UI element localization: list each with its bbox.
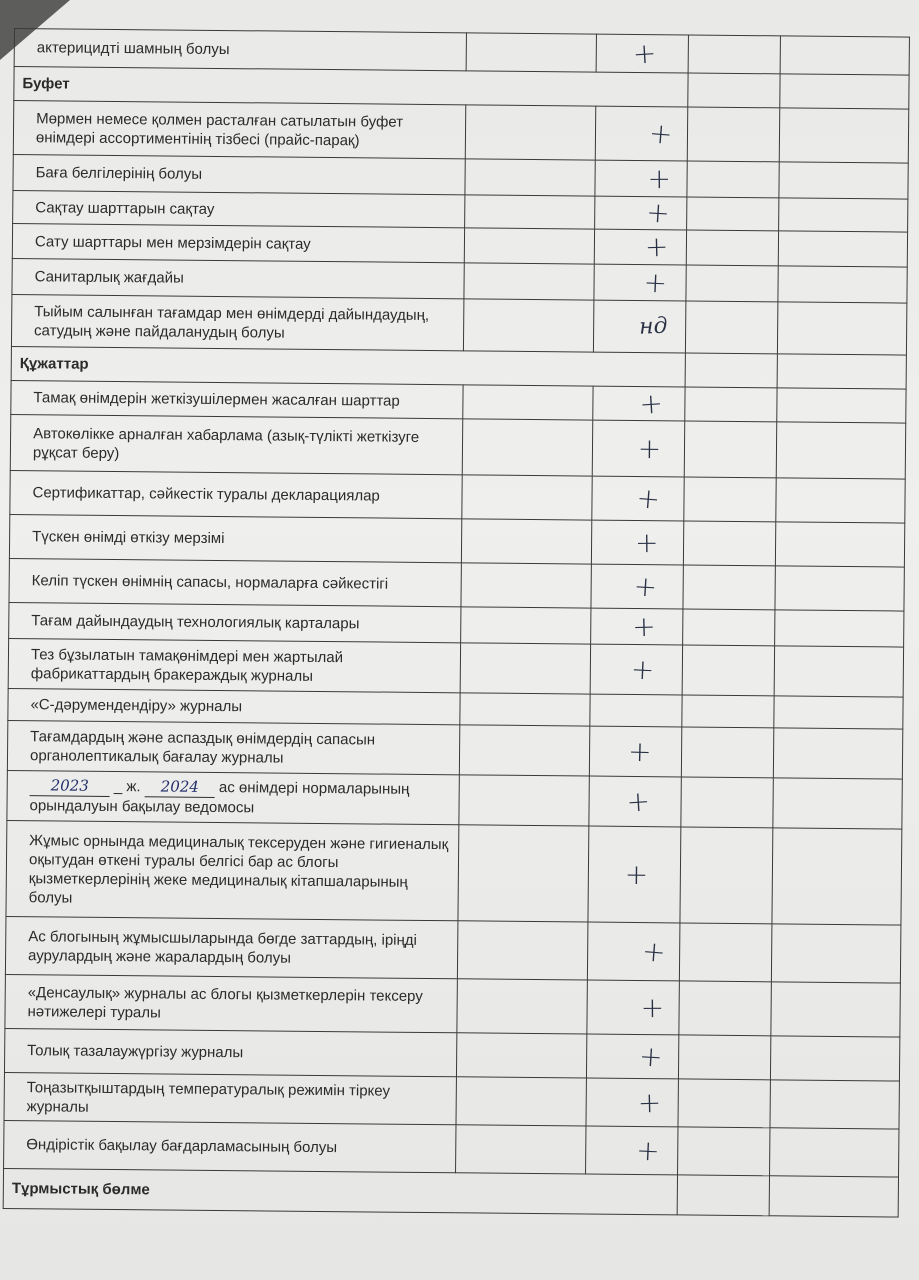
mark-cell: [591, 564, 683, 609]
empty-cell: [772, 828, 902, 925]
empty-cell: [462, 475, 592, 520]
checklist-row: [7, 720, 902, 779]
empty-cell: [688, 73, 780, 108]
mark-cell: [592, 476, 684, 521]
handwritten-mark: +: [640, 990, 664, 1024]
criterion-label: Мөрмен немесе қолмен расталған сатылатын буфет өнімдері ассортиментінің тізбесі (прайс-парақ): [13, 101, 465, 159]
empty-cell: [770, 1080, 899, 1129]
mark-cell: [590, 694, 682, 727]
mark-cell: [587, 922, 680, 981]
handwritten-mark: +: [635, 480, 662, 516]
criterion-label: Тағамдардың және аспаздық өнімдердің сапасын органолептикалық бағалау журналы: [7, 720, 459, 774]
handwritten-mark: +: [634, 525, 659, 559]
mark-cell: [593, 300, 685, 353]
criterion-label-line2: орындалуын бақылау ведомосы: [29, 797, 255, 817]
empty-cell: [770, 1128, 899, 1177]
handwritten-mark: +: [631, 35, 657, 71]
empty-cell: [458, 825, 589, 922]
checklist-row: [4, 1120, 899, 1177]
empty-cell: [456, 1125, 586, 1174]
criterion-label: Толық тазалаужүргізу журналы: [4, 1028, 456, 1076]
section-title: Құжаттар: [11, 346, 685, 386]
checklist-row: [11, 294, 906, 355]
empty-cell: [682, 645, 774, 696]
criterion-label: [7, 770, 459, 824]
empty-cell: [685, 301, 777, 354]
empty-cell: [463, 385, 593, 420]
handwritten-mark: +: [635, 1133, 661, 1168]
empty-cell: [461, 519, 591, 564]
empty-cell: [777, 354, 906, 389]
empty-cell: [678, 1079, 770, 1128]
handwritten-mark: +: [637, 1085, 662, 1119]
empty-cell: [460, 693, 590, 726]
criterion-label: Түскен өнімді өткізу мерзімі: [9, 514, 461, 562]
empty-cell: [683, 521, 775, 566]
empty-cell: [687, 107, 780, 162]
empty-cell: [774, 696, 903, 729]
empty-cell: [465, 195, 595, 229]
empty-cell: [773, 778, 902, 829]
empty-cell: [464, 228, 594, 264]
mark-cell: [595, 160, 687, 197]
empty-cell: [683, 565, 775, 610]
section-title: Буфет: [14, 67, 688, 107]
empty-cell: [465, 105, 596, 160]
empty-cell: [456, 1033, 586, 1078]
empty-cell: [686, 265, 778, 302]
criterion-label-rest: ас өнімдері нормаларының: [218, 779, 410, 798]
empty-cell: [678, 1127, 770, 1176]
handwritten-mark: +: [629, 652, 655, 687]
empty-cell: [779, 108, 909, 163]
empty-cell: [466, 33, 596, 72]
empty-cell: [780, 74, 909, 109]
mark-cell: [594, 229, 686, 265]
empty-cell: [678, 1035, 770, 1080]
criterion-label: Ас блогының жұмысшыларында бөгде заттардың, іріңді аурулардың және жаралардың болуы: [5, 916, 458, 978]
mark-cell: [586, 1034, 678, 1079]
mark-cell: [589, 776, 681, 827]
criterion-label: Жұмыс орнында медициналық тексеруден және гигиеналық оқытудан өткені туралы белгісі бар ас блогы қызметкерлерінің жеке медициналық кітапшаларының болуы: [6, 820, 459, 920]
empty-cell: [684, 421, 777, 478]
empty-cell: [776, 422, 906, 479]
empty-cell: [687, 161, 779, 198]
section-row: [3, 1168, 898, 1217]
mark-cell: [595, 106, 688, 161]
empty-cell: [461, 563, 591, 608]
criterion-label: Өндірістік бақылау бағдарламасының болуы: [4, 1120, 456, 1172]
criterion-label: Баға белгілерінің болуы: [13, 154, 465, 194]
empty-cell: [775, 566, 904, 611]
criterion-label: «С-дәрумендендіру» журналы: [8, 688, 460, 724]
handwritten-mark: +: [647, 161, 671, 195]
empty-cell: [771, 924, 901, 983]
criterion-label: Санитарлық жағдайы: [12, 258, 464, 298]
empty-cell: [775, 522, 904, 567]
handwritten-mark: +: [627, 734, 652, 768]
handwritten-mark: +: [631, 609, 656, 643]
mark-cell: [589, 726, 681, 777]
checklist-row: [6, 820, 902, 925]
criterion-label: Тағам дайындаудың технологиялық карталары: [9, 602, 461, 642]
checklist-body: [3, 29, 909, 1218]
section-title: Тұрмыстық бөлме: [3, 1168, 677, 1214]
checklist-row: [5, 916, 901, 983]
empty-cell: [778, 266, 907, 303]
empty-cell: [462, 419, 593, 476]
criterion-label: Тоңазытқыштардың температуралық режимін тіркеу журналы: [4, 1072, 456, 1124]
empty-cell: [687, 197, 779, 231]
checklist-row: [10, 414, 905, 479]
criterion-label: Сертификаттар, сәйкестік туралы декларациялар: [10, 470, 462, 518]
empty-cell: [775, 610, 904, 647]
empty-cell: [685, 387, 777, 422]
checklist-row: [8, 638, 903, 697]
empty-cell: [776, 478, 905, 523]
handwritten-year-to: 2024: [145, 777, 215, 798]
mark-cell: [596, 34, 688, 73]
handwritten-mark: +: [624, 857, 649, 891]
year-separator: _ ж.: [113, 777, 141, 796]
handwritten-mark: +: [632, 568, 658, 604]
handwritten-mark: +: [644, 229, 669, 264]
empty-cell: [777, 302, 906, 355]
empty-cell: [679, 981, 772, 1036]
empty-cell: [456, 1077, 586, 1126]
inspection-checklist-table: [3, 28, 910, 1218]
empty-cell: [677, 1175, 769, 1216]
mark-cell: [593, 386, 685, 421]
empty-cell: [769, 1176, 898, 1217]
criterion-label: Тамақ өнімдерін жеткізушілермен жасалған шарттар: [11, 380, 463, 418]
criterion-label: «Денсаулық» журналы ас блогы қызметкерлерін тексеру нәтижелері туралы: [5, 974, 457, 1032]
mark-cell: [591, 520, 683, 565]
handwritten-mark: +: [637, 1038, 664, 1074]
handwritten-mark: +: [625, 783, 651, 819]
empty-cell: [779, 198, 908, 232]
empty-cell: [679, 923, 772, 982]
handwritten-mark: +: [640, 933, 667, 969]
handwritten-mark: +: [642, 265, 668, 300]
mark-cell: [594, 264, 686, 301]
mark-cell: [591, 608, 683, 645]
mark-cell: [595, 196, 687, 230]
handwritten-mark: +: [647, 115, 674, 151]
empty-cell: [463, 299, 593, 352]
empty-cell: [780, 36, 909, 75]
empty-cell: [457, 921, 588, 980]
criterion-label: Автокөлікке арналған хабарлама (азық-түлікті жеткізуге рұқсат беру): [10, 414, 463, 474]
handwritten-mark: +: [638, 385, 664, 421]
empty-cell: [683, 609, 775, 646]
empty-cell: [686, 230, 778, 266]
empty-cell: [684, 477, 776, 522]
mark-cell: [588, 826, 681, 923]
empty-cell: [459, 725, 589, 776]
checklist-row: [7, 770, 902, 829]
empty-cell: [459, 775, 589, 826]
handwritten-mark: +: [637, 431, 662, 465]
empty-cell: [460, 643, 590, 694]
handwritten-year-from: 2023: [30, 776, 110, 797]
handwritten-mark: нд: [638, 313, 669, 340]
empty-cell: [457, 979, 588, 1034]
empty-cell: [770, 1036, 899, 1081]
checklist-row: [13, 101, 908, 164]
empty-cell: [773, 728, 902, 779]
criterion-label: Сату шарттары мен мерзімдерін сақтау: [12, 223, 464, 262]
checklist-row: [5, 974, 900, 1037]
empty-cell: [464, 263, 594, 300]
empty-cell: [682, 695, 774, 728]
empty-cell: [685, 353, 777, 388]
criterion-label: Келіп түскен өнімнің сапасы, нормаларға сәйкестігі: [9, 558, 461, 606]
mark-cell: [586, 1126, 678, 1175]
handwritten-mark: +: [645, 195, 671, 230]
criterion-label: Тез бұзылатын тамақөнімдері мен жартылай фабрикаттардың бракераждық журналы: [8, 638, 460, 692]
mark-cell: [587, 980, 680, 1035]
empty-cell: [465, 159, 595, 196]
empty-cell: [461, 607, 591, 644]
mark-cell: [592, 420, 685, 477]
empty-cell: [680, 827, 773, 924]
criterion-label: Сақтау шарттарын сақтау: [13, 190, 465, 227]
empty-cell: [681, 727, 773, 778]
mark-cell: [586, 1078, 678, 1127]
empty-cell: [688, 35, 780, 74]
checklist-row: [4, 1072, 899, 1129]
mark-cell: [590, 644, 682, 695]
empty-cell: [778, 231, 907, 267]
empty-cell: [779, 162, 908, 199]
empty-cell: [681, 777, 773, 828]
criterion-label: актерицидті шамның болуы: [14, 29, 466, 71]
empty-cell: [774, 646, 903, 697]
criterion-label: Тыйым салынған тағамдар мен өнімдерді дайындаудың, сатудың және пайдаланудың болуы: [11, 294, 463, 350]
empty-cell: [777, 388, 906, 423]
empty-cell: [771, 982, 901, 1037]
